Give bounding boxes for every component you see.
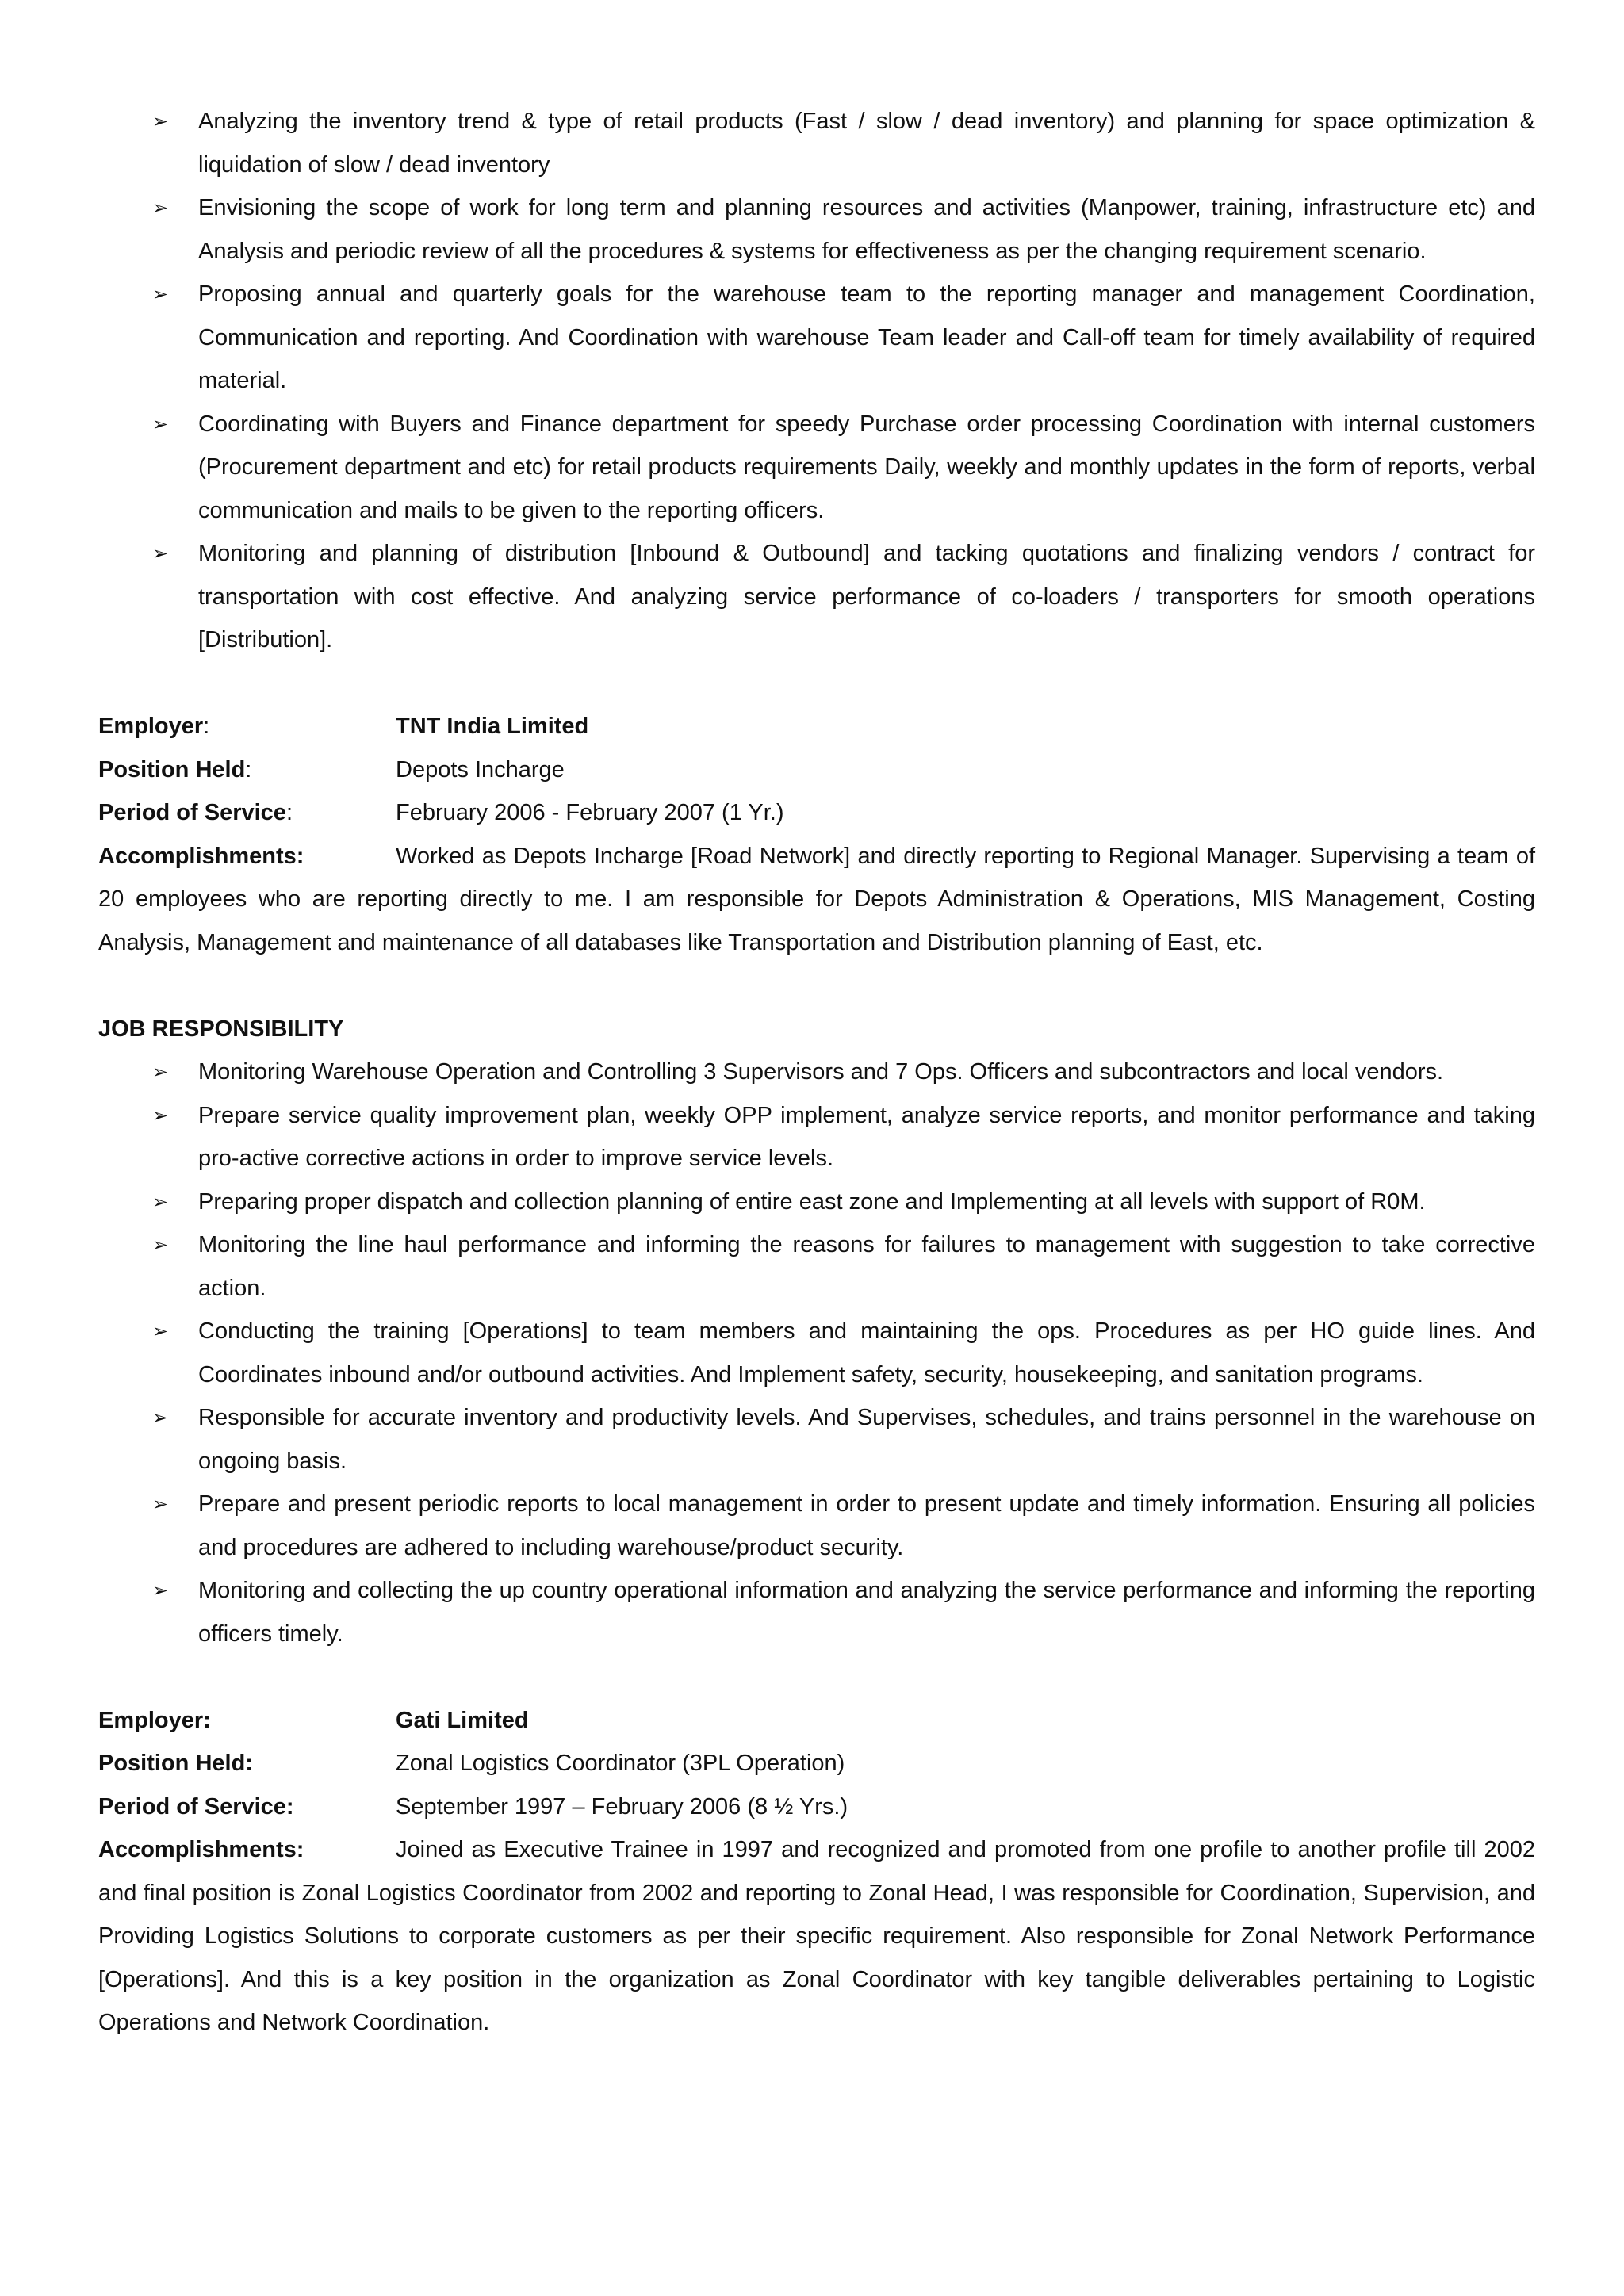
arrow-bullet-icon: ➢ — [151, 542, 169, 564]
spacer — [98, 662, 1535, 706]
tnt-employment-block — [98, 705, 1535, 964]
arrow-bullet-icon: ➢ — [151, 283, 169, 305]
job-responsibility-list — [98, 1050, 1535, 1655]
tnt-accomplishments — [98, 835, 1535, 965]
position-value: Zonal Logistics Coordinator (3PL Operation) — [396, 1751, 845, 1776]
spacer — [98, 964, 1535, 1008]
list-item: ➢ Analyzing the inventory trend & type of retail products (Fast / slow / dead inventory) and planning for space optimization & liquidation of slow / dead inventory — [98, 100, 1535, 186]
arrow-bullet-icon: ➢ — [151, 197, 169, 219]
employer-label: Employer — [98, 714, 204, 739]
list-item: ➢ Preparing proper dispatch and collection planning of entire east zone and Implementing at all levels with support of R0M. — [98, 1181, 1535, 1224]
period-label: Period of Service — [98, 800, 286, 825]
gati-period-row — [98, 1785, 1535, 1829]
list-item: ➢ Prepare service quality improvement plan, weekly OPP implement, analyze service reports, and monitor performance and taking pro-active corrective actions in order to improve service levels. — [98, 1094, 1535, 1181]
period-value: September 1997 – February 2006 (8 ½ Yrs.) — [396, 1793, 848, 1820]
accomplishments-label: Accomplishments: — [98, 1837, 304, 1862]
period-label: Period of Service: — [98, 1793, 294, 1820]
list-item: ➢ Monitoring and collecting the up country operational information and analyzing the service performance and informing the reporting officers timely. — [98, 1569, 1535, 1655]
list-item: ➢ Conducting the training [Operations] to team members and maintaining the ops. Procedures as per HO guide lines. And Coordinates inbound and/or outbound activities. And Implement safety, security, housekeeping, and sanitation programs. — [98, 1310, 1535, 1396]
arrow-bullet-icon: ➢ — [151, 1190, 169, 1213]
employer-name: TNT India Limited — [396, 714, 589, 739]
list-item: ➢ Envisioning the scope of work for long term and planning resources and activities (Manpower, training, infrastructure etc) and Analysis and periodic review of all the procedures & systems for effectiveness as per the changing requirement scenario. — [98, 186, 1535, 273]
list-item: ➢ Monitoring Warehouse Operation and Controlling 3 Supervisors and 7 Ops. Officers and subcontractors and local vendors. — [98, 1050, 1535, 1094]
tnt-period-row: Period of Service: February 2006 - February 2007 (1 Yr.) — [98, 791, 1535, 835]
list-item: ➢ Monitoring the line haul performance and informing the reasons for failures to management with suggestion to take corrective action. — [98, 1223, 1535, 1310]
gati-accomplishments — [98, 1828, 1535, 2045]
arrow-bullet-icon: ➢ — [151, 412, 169, 435]
tnt-position-row: Position Held: Depots Incharge — [98, 748, 1535, 792]
period-value: February 2006 - February 2007 (1 Yr.) — [396, 800, 784, 825]
position-label: Position Held — [98, 756, 246, 783]
list-item: ➢ Coordinating with Buyers and Finance department for speedy Purchase order processing Coordination with internal customers (Procurement department and etc) for retail products requirements Daily, weekly and monthly updates in the form of reports, verbal communication and mails to be given to the reporting officers. — [98, 403, 1535, 533]
gati-employer-row — [98, 1699, 1535, 1743]
accomplishments-label: Accomplishments: — [98, 843, 304, 869]
arrow-bullet-icon: ➢ — [151, 1320, 169, 1342]
gati-position-row — [98, 1742, 1535, 1785]
arrow-bullet-icon: ➢ — [151, 1234, 169, 1256]
arrow-bullet-icon: ➢ — [151, 1061, 169, 1083]
gati-employment-block — [98, 1699, 1535, 2045]
resume-page — [98, 100, 1535, 2045]
list-item: ➢ Responsible for accurate inventory and productivity levels. And Supervises, schedules, and trains personnel in the warehouse on ongoing basis. — [98, 1396, 1535, 1483]
position-value: Depots Incharge — [396, 756, 565, 783]
tnt-employer-row: Employer: TNT India Limited — [98, 705, 1535, 748]
employer-label: Employer: — [98, 1707, 211, 1733]
retail-responsibility-list — [98, 100, 1535, 662]
accomplishments-text: Worked as Depots Incharge [Road Network] and directly reporting to Regional Manager. Supervising a team of 20 employees who are reporting directly to me. I am responsible for Depots Administration & Operations, MIS Management, Costing Analysis, Management and maintenance of all databases like Transportation and Distribution planning of East, etc. — [98, 843, 1535, 955]
spacer — [98, 1655, 1535, 1699]
list-item: ➢ Prepare and present periodic reports to local management in order to present update and timely information. Ensuring all policies and procedures are adhered to including warehouse/product security. — [98, 1483, 1535, 1569]
position-label: Position Held: — [98, 1751, 253, 1776]
arrow-bullet-icon: ➢ — [151, 1406, 169, 1429]
employer-name: Gati Limited — [396, 1707, 529, 1733]
arrow-bullet-icon: ➢ — [151, 1493, 169, 1515]
arrow-bullet-icon: ➢ — [151, 1104, 169, 1127]
list-item: ➢ Proposing annual and quarterly goals for the warehouse team to the reporting manager and management Coordination, Communication and reporting. And Coordination with warehouse Team leader and Call-off team for timely availability of required material. — [98, 273, 1535, 403]
list-item: ➢ Monitoring and planning of distribution [Inbound & Outbound] and tacking quotations and finalizing vendors / contract for transportation with cost effective. And analyzing service performance of co-loaders / transporters for smooth operations [Distribution]. — [98, 532, 1535, 662]
job-responsibility-heading: JOB RESPONSIBILITY — [98, 1016, 344, 1042]
accomplishments-text: Joined as Executive Trainee in 1997 and recognized and promoted from one profile to another profile till 2002 and final position is Zonal Logistics Coordinator from 2002 and reporting to Zonal Head, I was responsible for Coordination, Supervision, and Providing Logistics Solutions to corporate customers as per their specific requirement. Also responsible for Zonal Network Performance [Operations]. And this is a key position in the organization as Zonal Coordinator with key tangible deliverables pertaining to Logistic Operations and Network Coordination. — [98, 1837, 1535, 2035]
arrow-bullet-icon: ➢ — [151, 1579, 169, 1601]
arrow-bullet-icon: ➢ — [151, 110, 169, 132]
